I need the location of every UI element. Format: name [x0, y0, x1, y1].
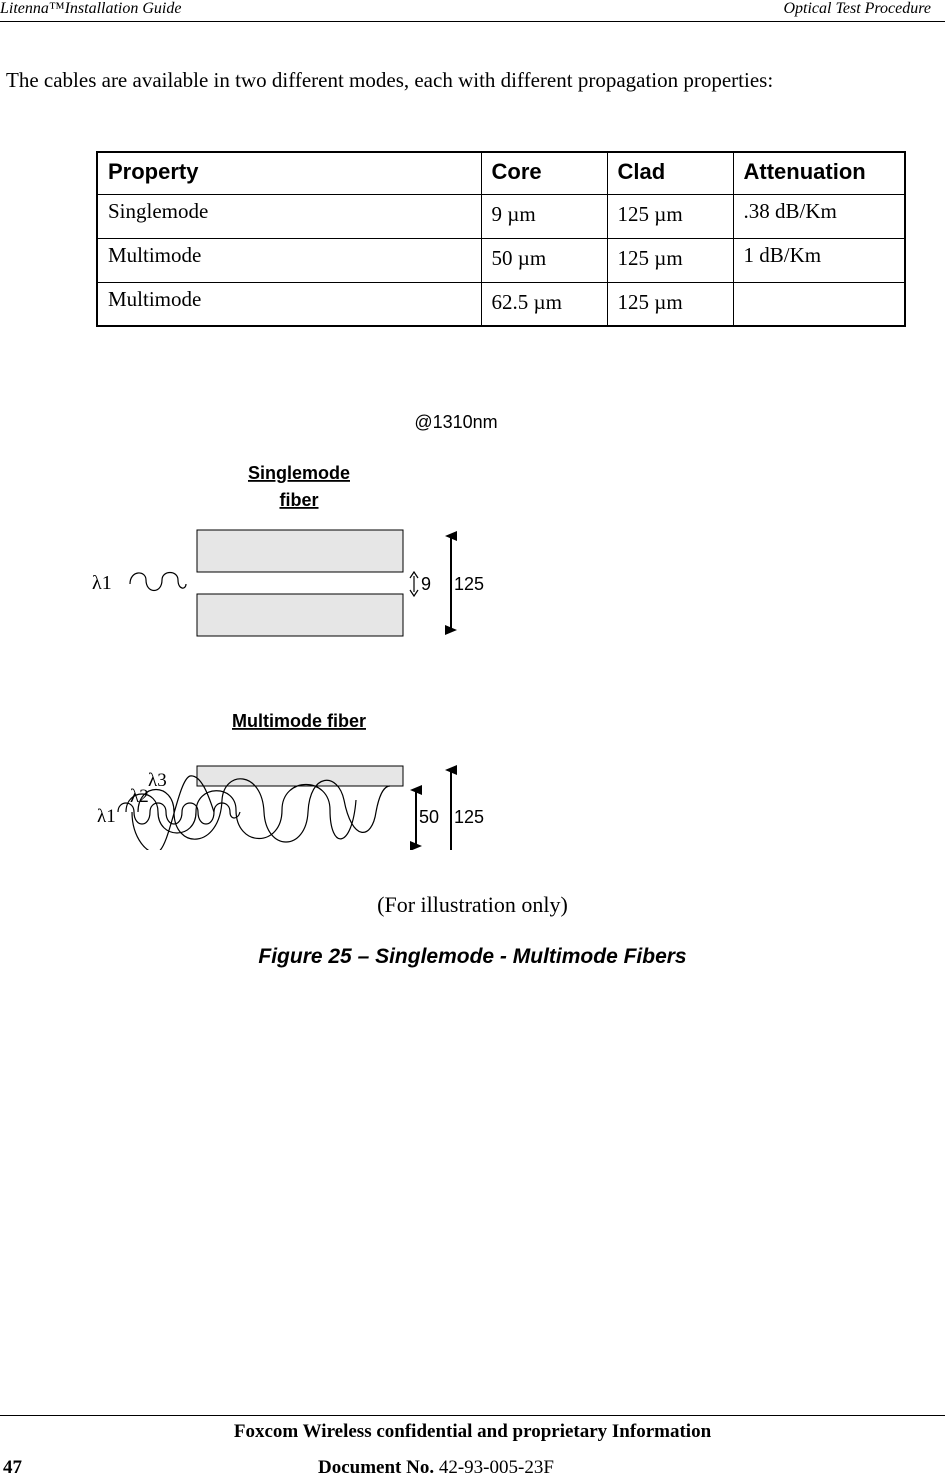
intro-paragraph: The cables are available in two different modes, each with different propagation properties: [6, 68, 774, 92]
table-row [97, 282, 905, 326]
column-header-core: Core [481, 152, 607, 194]
cell-property: Multimode [97, 238, 481, 282]
cell-core: 9 µm [481, 194, 607, 238]
fiber-diagram [0, 390, 945, 850]
cell-attenuation: 1 dB/Km [733, 238, 905, 282]
multimode-lambda1-label: λ1 [97, 806, 116, 827]
multimode-lambda2-label: λ2 [130, 786, 149, 807]
singlemode-clad-top [197, 530, 403, 572]
singlemode-title-fiber: fiber [279, 490, 319, 510]
multimode-lambda3-label: λ3 [148, 770, 167, 791]
cell-property: Singlemode [97, 194, 481, 238]
header-section: Optical Test Procedure [783, 0, 931, 17]
document-number-value: 42-93-005-23F [438, 1457, 554, 1478]
wavelength-note: @1310nm [414, 412, 498, 432]
multimode-clad-top [197, 766, 403, 786]
column-header-property: Property [97, 152, 481, 194]
cell-attenuation [733, 282, 905, 326]
footer-divider [0, 1415, 945, 1416]
cell-clad: 125 µm [607, 282, 733, 326]
singlemode-title: Singlemode [247, 463, 351, 483]
footer-confidential: Foxcom Wireless confidential and proprietary Information [233, 1421, 712, 1442]
column-header-clad: Clad [607, 152, 733, 194]
page-number: 47 [3, 1457, 22, 1478]
multimode-clad-label: 125 [454, 807, 485, 827]
table-row [97, 194, 905, 238]
fiber-properties-table [96, 151, 906, 327]
header-divider [0, 21, 945, 22]
column-header-attenuation: Attenuation [733, 152, 905, 194]
illustration-note: (For illustration only) [377, 892, 568, 917]
cell-property: Multimode [97, 282, 481, 326]
cell-attenuation: .38 dB/Km [733, 194, 905, 238]
multimode-title: Multimode fiber [232, 711, 366, 731]
cell-core: 50 µm [481, 238, 607, 282]
cell-core: 62.5 µm [481, 282, 607, 326]
header-title: Litenna™Installation Guide [0, 0, 182, 17]
singlemode-clad-label: 125 [454, 574, 485, 594]
figure-caption: Figure 25 – Singlemode - Multimode Fibers [258, 945, 687, 968]
singlemode-core-label: 9 [421, 574, 432, 594]
singlemode-lambda-label: λ1 [92, 572, 112, 594]
multimode-wave2-icon [126, 785, 356, 839]
document-number-label: Document No. [318, 1457, 435, 1478]
singlemode-wave-icon [130, 573, 186, 591]
singlemode-clad-bottom [197, 594, 403, 636]
table-header-row [97, 152, 905, 194]
table-row [97, 238, 905, 282]
multimode-core-label: 50 [419, 807, 440, 827]
cell-clad: 125 µm [607, 238, 733, 282]
cell-clad: 125 µm [607, 194, 733, 238]
